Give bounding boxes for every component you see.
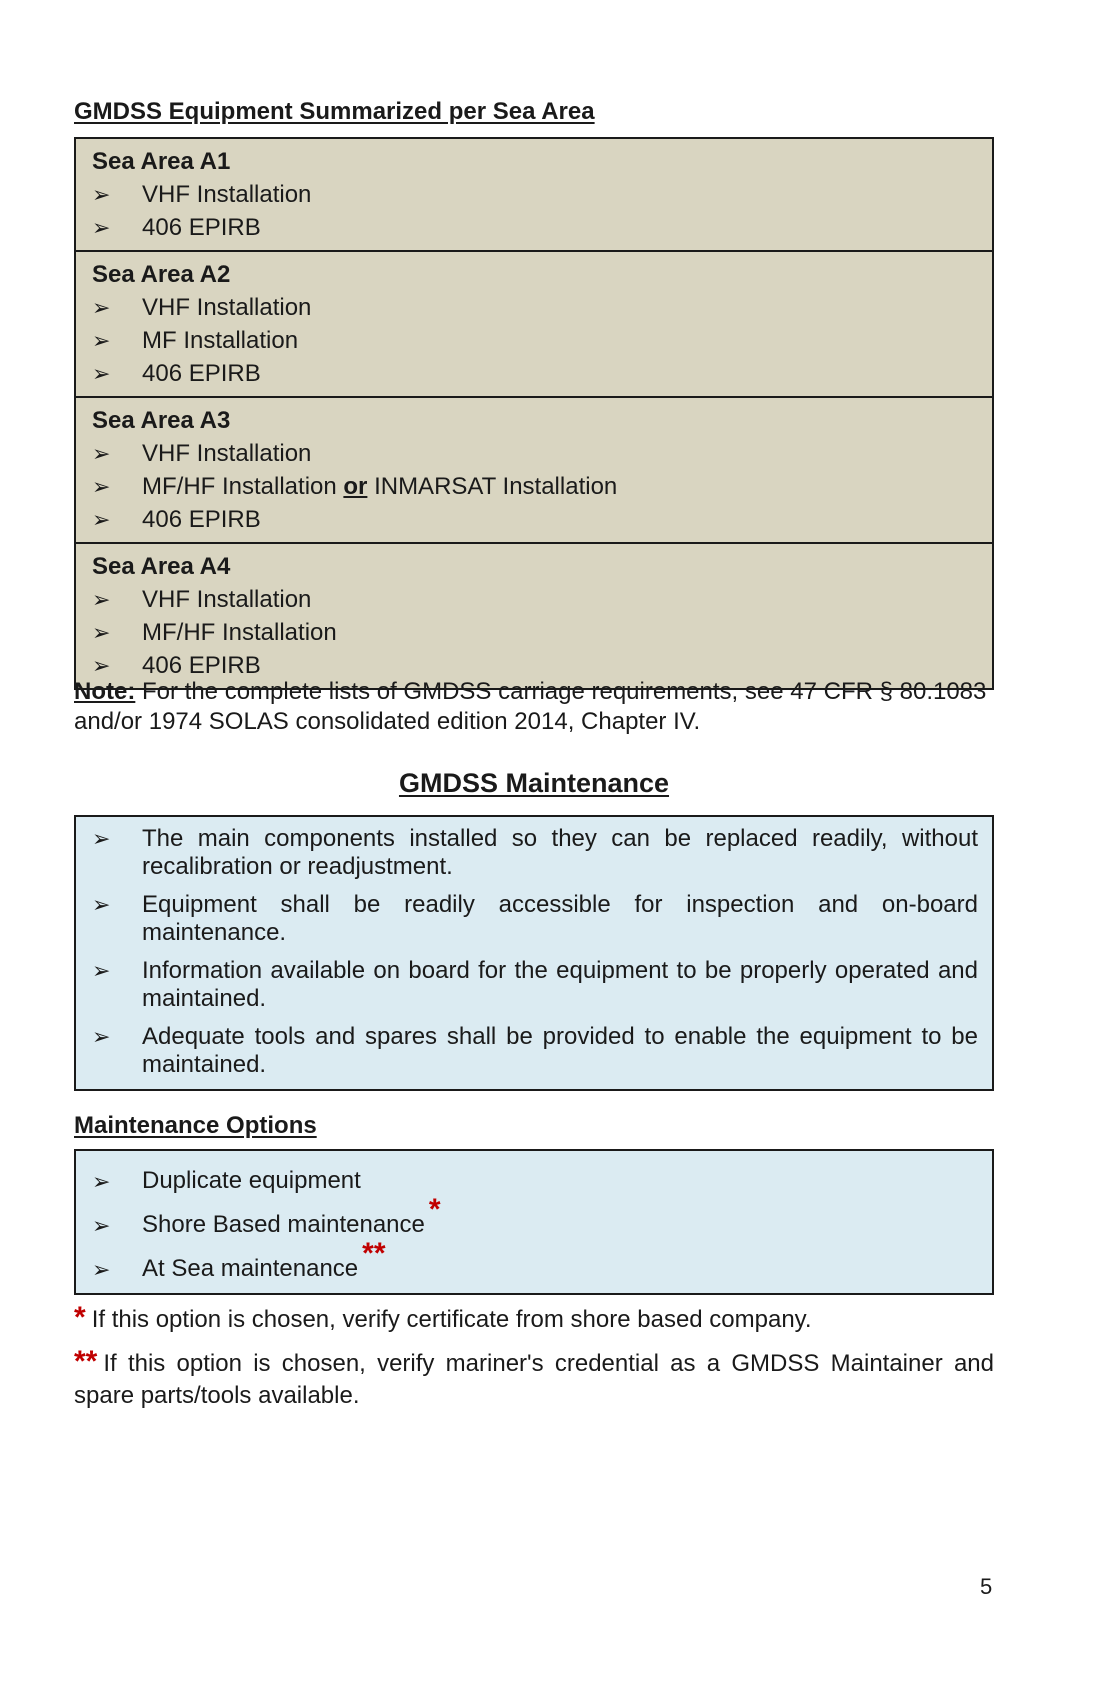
arrow-bullet-icon: ➢ bbox=[92, 1213, 111, 1238]
asterisk-mark: * bbox=[428, 1193, 441, 1226]
list-item: ➢ 406 EPIRB bbox=[92, 503, 976, 536]
arrow-bullet-icon: ➢ bbox=[92, 507, 111, 532]
asterisk-mark: ** bbox=[362, 1237, 386, 1270]
list-item: ➢ MF Installation bbox=[92, 324, 976, 357]
carriage-note bbox=[74, 677, 994, 737]
arrow-bullet-icon: ➢ bbox=[92, 620, 111, 645]
sea-area-title: Sea Area A2 bbox=[92, 261, 231, 288]
arrow-bullet-icon: ➢ bbox=[92, 328, 111, 353]
list-item: ➢ MF/HF Installation bbox=[92, 616, 976, 649]
list-item: ➢ 406 EPIRB bbox=[92, 649, 976, 682]
sea-area-title: Sea Area A1 bbox=[92, 148, 231, 175]
sea-area-a2 bbox=[76, 250, 992, 396]
note-text: For the complete lists of GMDSS carriage requirements, see 47 CFR § 80.1083 and/or 1974 SOLAS consolidated edition 2014, Chapter IV. bbox=[74, 678, 987, 735]
list-item: ➢ VHF Installation bbox=[92, 583, 976, 616]
arrow-bullet-icon: ➢ bbox=[92, 215, 111, 240]
list-item: ➢ VHF Installation bbox=[92, 178, 976, 211]
list-item: ➢ Information available on board for the equipment to be properly operated and maintained. bbox=[92, 957, 978, 1012]
note-label: Note: bbox=[74, 678, 136, 705]
asterisk-mark: * bbox=[74, 1301, 86, 1334]
arrow-bullet-icon: ➢ bbox=[92, 441, 111, 466]
arrow-bullet-icon: ➢ bbox=[92, 1169, 111, 1194]
list-item: ➢ Shore Based maintenance * bbox=[92, 1193, 441, 1238]
arrow-bullet-icon: ➢ bbox=[92, 1024, 111, 1049]
list-item: ➢ Duplicate equipment bbox=[92, 1167, 361, 1194]
maintenance-box bbox=[74, 815, 994, 1091]
footnote-2: ** If this option is chosen, verify mariner's credential as a GMDSS Maintainer and spare parts/tools available. bbox=[74, 1345, 994, 1409]
page-number: 5 bbox=[980, 1574, 993, 1599]
list-item: ➢ 406 EPIRB bbox=[92, 357, 976, 390]
arrow-bullet-icon: ➢ bbox=[92, 1257, 111, 1282]
sea-area-table bbox=[74, 137, 994, 690]
list-item: ➢ 406 EPIRB bbox=[92, 211, 976, 244]
list-item: ➢ VHF Installation bbox=[92, 437, 976, 470]
arrow-bullet-icon: ➢ bbox=[92, 182, 111, 207]
arrow-bullet-icon: ➢ bbox=[92, 826, 111, 851]
list-item: ➢ At Sea maintenance ** bbox=[92, 1237, 386, 1282]
sea-area-title: Sea Area A4 bbox=[92, 553, 231, 580]
sea-area-a1 bbox=[76, 139, 992, 250]
arrow-bullet-icon: ➢ bbox=[92, 958, 111, 983]
list-item: ➢ Adequate tools and spares shall be provided to enable the equipment to be maintained. bbox=[92, 1023, 978, 1078]
or-word: or bbox=[343, 473, 368, 500]
maintenance-options-box bbox=[74, 1149, 994, 1295]
equipment-summary-heading: GMDSS Equipment Summarized per Sea Area bbox=[74, 98, 595, 125]
list-item: ➢ MF/HF Installation or INMARSAT Installation bbox=[92, 470, 976, 503]
list-item: ➢ VHF Installation bbox=[92, 291, 976, 324]
arrow-bullet-icon: ➢ bbox=[92, 361, 111, 386]
arrow-bullet-icon: ➢ bbox=[92, 653, 111, 678]
arrow-bullet-icon: ➢ bbox=[92, 587, 111, 612]
list-item: ➢ Equipment shall be readily accessible for inspection and on-board maintenance. bbox=[92, 891, 978, 946]
maintenance-heading: GMDSS Maintenance bbox=[398, 768, 670, 798]
arrow-bullet-icon: ➢ bbox=[92, 295, 111, 320]
list-item: ➢ The main components installed so they can be replaced readily, without recalibration or readjustment. bbox=[92, 825, 978, 880]
footnote-1: * If this option is chosen, verify certificate from shore based company. bbox=[74, 1301, 812, 1334]
maintenance-options-heading: Maintenance Options bbox=[74, 1112, 317, 1139]
arrow-bullet-icon: ➢ bbox=[92, 892, 111, 917]
asterisk-mark: ** bbox=[74, 1345, 98, 1378]
sea-area-a3 bbox=[76, 396, 992, 542]
arrow-bullet-icon: ➢ bbox=[92, 474, 111, 499]
sea-area-title: Sea Area A3 bbox=[92, 407, 231, 434]
sea-area-a4 bbox=[76, 542, 992, 688]
